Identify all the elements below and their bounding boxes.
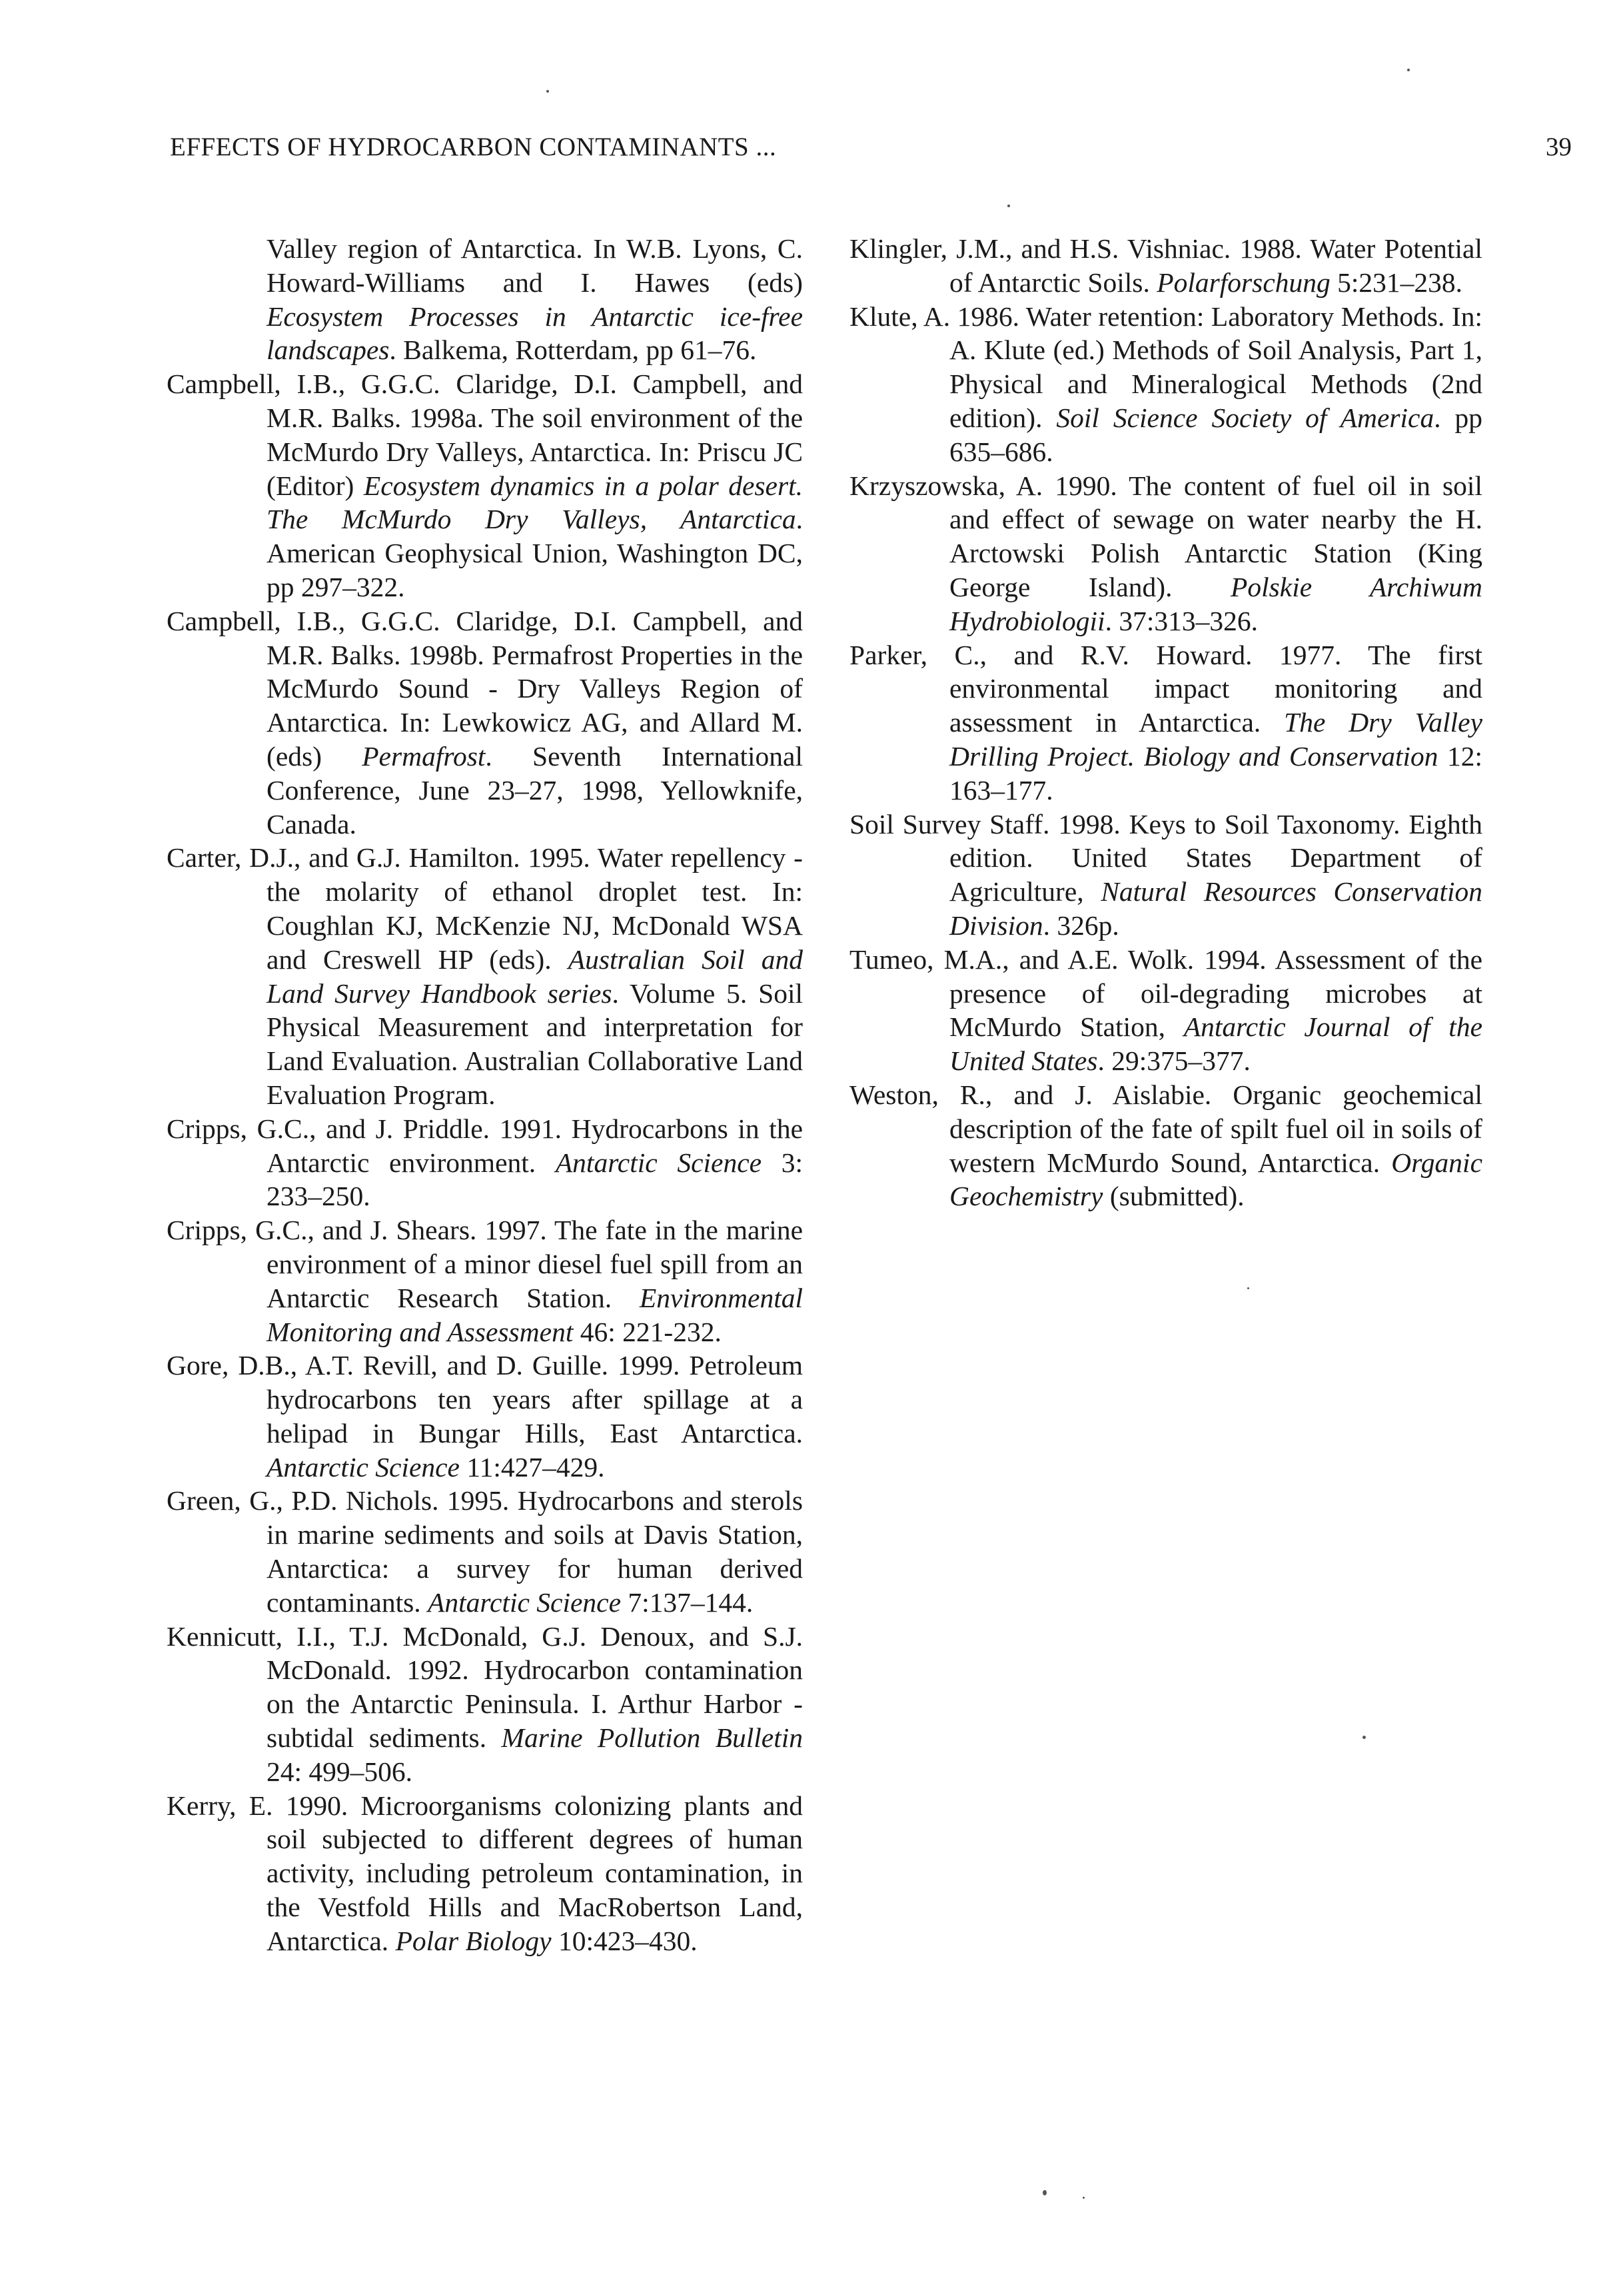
running-head: EFFECTS OF HYDROCARBON CONTAMINANTS ... (170, 133, 777, 161)
reference-text: Klingler, J.M., and H.S. Vishniac. 1988. Water Potential of Antarctic Soils. (849, 233, 1482, 298)
reference-text: Valley region of Antarctica. In W.B. Lyons, C. Howard-Williams and I. Hawes (eds) (267, 233, 803, 298)
reference-title: Polarforschung (1157, 267, 1331, 298)
scan-speck (1083, 2197, 1085, 2199)
reference-entry (167, 1349, 803, 1484)
reference-entry (167, 1789, 803, 1958)
reference-text: Campbell, I.B., G.G.C. Claridge, D.I. Campbell, and M.R. Balks. 1998a. The soil environment of the McMurdo Dry Valleys, Antarctica. In: Priscu JC (Editor) (167, 368, 803, 501)
reference-entry (167, 1213, 803, 1349)
reference-entry (167, 1484, 803, 1619)
reference-title: Polskie Archiwum Hydrobiologii (949, 571, 1482, 636)
reference-text: Gore, D.B., A.T. Revill, and D. Guille. 1999. Petroleum hydrocarbons ten years after spillage at a helipad in Bungar Hills, East Antarctica. (167, 1350, 803, 1448)
reference-text: Krzyszowska, A. 1990. The content of fuel oil in soil and effect of sewage on water nearby the H. Arctowski Polish Antarctic Station (King George Island). (849, 470, 1482, 602)
reference-entry (849, 469, 1482, 638)
reference-title: Polar Biology (395, 1925, 552, 1956)
reference-entry (167, 1620, 803, 1789)
reference-text: Tumeo, M.A., and A.E. Wolk. 1994. Assessment of the presence of oil-degrading microbes at McMurdo Station, (849, 943, 1482, 1043)
scan-speck (546, 90, 549, 93)
reference-citation: . Balkema, Rotterdam, pp 61–76. (389, 334, 757, 366)
page-number: 39 (1546, 133, 1572, 161)
reference-title: Australian Soil and Land Survey Handbook series (267, 943, 803, 1009)
scan-speck (1007, 205, 1010, 207)
reference-text: Klute, A. 1986. Water retention: Laboratory Methods. In: A. Klute (ed.) Methods of Soil Analysis, Part 1, Physical and Mineralogical Methods (2nd edition). (849, 300, 1482, 433)
reference-citation: 11:427–429. (459, 1451, 605, 1482)
scan-speck (1362, 1736, 1366, 1739)
reference-entry (167, 367, 803, 604)
reference-text: Kerry, E. 1990. Microorganisms colonizing plants and soil subjected to different degrees of human activity, including petroleum contamination, in the Vestfold Hills and MacRobertson Land, Antarctica. (167, 1790, 803, 1956)
reference-title: Antarctic Journal of the United States (949, 1011, 1482, 1077)
reference-citation: 46: 221-232. (573, 1316, 722, 1347)
reference-title: Antarctic Science (267, 1451, 460, 1482)
reference-text: Kennicutt, I.I., T.J. McDonald, G.J. Denoux, and S.J. McDonald. 1992. Hydrocarbon contamination on the Antarctic Peninsula. I. Arthur Harbor - subtidal sediments. (167, 1620, 803, 1754)
reference-entry (849, 1078, 1482, 1213)
reference-title: Organic Geochemistry (949, 1147, 1482, 1212)
reference-title: Environmental Monitoring and Assessment (267, 1282, 803, 1347)
reference-citation: 5:231–238. (1330, 267, 1463, 298)
reference-citation: 24: 499–506. (267, 1756, 413, 1787)
reference-text: Carter, D.J., and G.J. Hamilton. 1995. Water repellency - the molarity of ethanol droplet test. In: Coughlan KJ, McKenzie NJ, McDonald WSA and Creswell HP (eds). (167, 842, 803, 975)
scan-speck (1247, 1287, 1249, 1289)
reference-entry (849, 943, 1482, 1078)
references-column-right (849, 232, 1482, 1213)
reference-text: Green, G., P.D. Nichols. 1995. Hydrocarbons and sterols in marine sediments and soils at Davis Station, Antarctica: a survey for human derived contaminants. (167, 1485, 803, 1618)
reference-citation: 7:137–144. (621, 1586, 754, 1618)
reference-entry (167, 232, 803, 367)
reference-title: Ecosystem dynamics in a polar desert. The McMurdo Dry Valleys, Antarctica (267, 470, 804, 535)
reference-title: Marine Pollution Bulletin (501, 1722, 804, 1754)
reference-title: Soil Science Society of America (1056, 402, 1434, 433)
reference-entry (167, 604, 803, 842)
reference-title: Antarctic Science (428, 1586, 622, 1618)
reference-citation: 3: 233–250. (267, 1147, 803, 1212)
scan-speck (1043, 2190, 1047, 2195)
scan-speck (1407, 69, 1410, 71)
reference-citation: 10:423–430. (551, 1925, 698, 1956)
reference-text: Campbell, I.B., G.G.C. Claridge, D.I. Campbell, and M.R. Balks. 1998b. Permafrost Properties in the McMurdo Sound - Dry Valleys Region of Antarctica. In: Lewkowicz AG, and Allard M. (eds) (167, 605, 803, 772)
reference-citation: . Seventh International Conference, June 23–27, 1998, Yellowknife, Canada. (267, 740, 803, 840)
reference-title: Permafrost (362, 740, 486, 772)
reference-entry (849, 808, 1482, 943)
reference-text: Weston, R., and J. Aislabie. Organic geochemical description of the fate of spilt fuel oil in soils of western McMurdo Sound, Antarctica. (849, 1079, 1482, 1178)
reference-entry (167, 1112, 803, 1213)
reference-entry (849, 300, 1482, 469)
reference-citation: . 29:375–377. (1097, 1045, 1251, 1077)
reference-text: Cripps, G.C., and J. Shears. 1997. The fate in the marine environment of a minor diesel fuel spill from an Antarctic Research Station. (167, 1215, 803, 1313)
reference-title: Antarctic Science (555, 1147, 762, 1178)
reference-text: Parker, C., and R.V. Howard. 1977. The first environmental impact monitoring and assessment in Antarctica. (849, 639, 1482, 738)
reference-title: Natural Resources Conservation Division (949, 876, 1482, 941)
reference-entry (849, 638, 1482, 808)
reference-citation: . Volume 5. Soil Physical Measurement and interpretation for Land Evaluation. Australian Collaborative Land Evaluation Program. (267, 977, 803, 1110)
reference-citation: . American Geophysical Union, Washington DC, pp 297–322. (267, 504, 803, 602)
reference-text: Soil Survey Staff. 1998. Keys to Soil Taxonomy. Eighth edition. United States Department of Agriculture, (849, 808, 1482, 907)
reference-title: Ecosystem Processes in Antarctic ice-free landscapes (267, 300, 803, 366)
reference-citation: . 37:313–326. (1105, 605, 1259, 636)
references-column-left (167, 232, 803, 1958)
reference-entry (849, 232, 1482, 300)
reference-citation: (submitted). (1103, 1181, 1245, 1212)
reference-text: Cripps, G.C., and J. Priddle. 1991. Hydrocarbons in the Antarctic environment. (167, 1113, 803, 1178)
reference-citation: 12: 163–177. (949, 740, 1483, 806)
reference-entry (167, 841, 803, 1111)
reference-title: The Dry Valley Drilling Project. Biology and Conservation (949, 707, 1482, 772)
reference-citation: . 326p. (1043, 909, 1119, 941)
reference-citation: . pp 635–686. (949, 402, 1482, 467)
